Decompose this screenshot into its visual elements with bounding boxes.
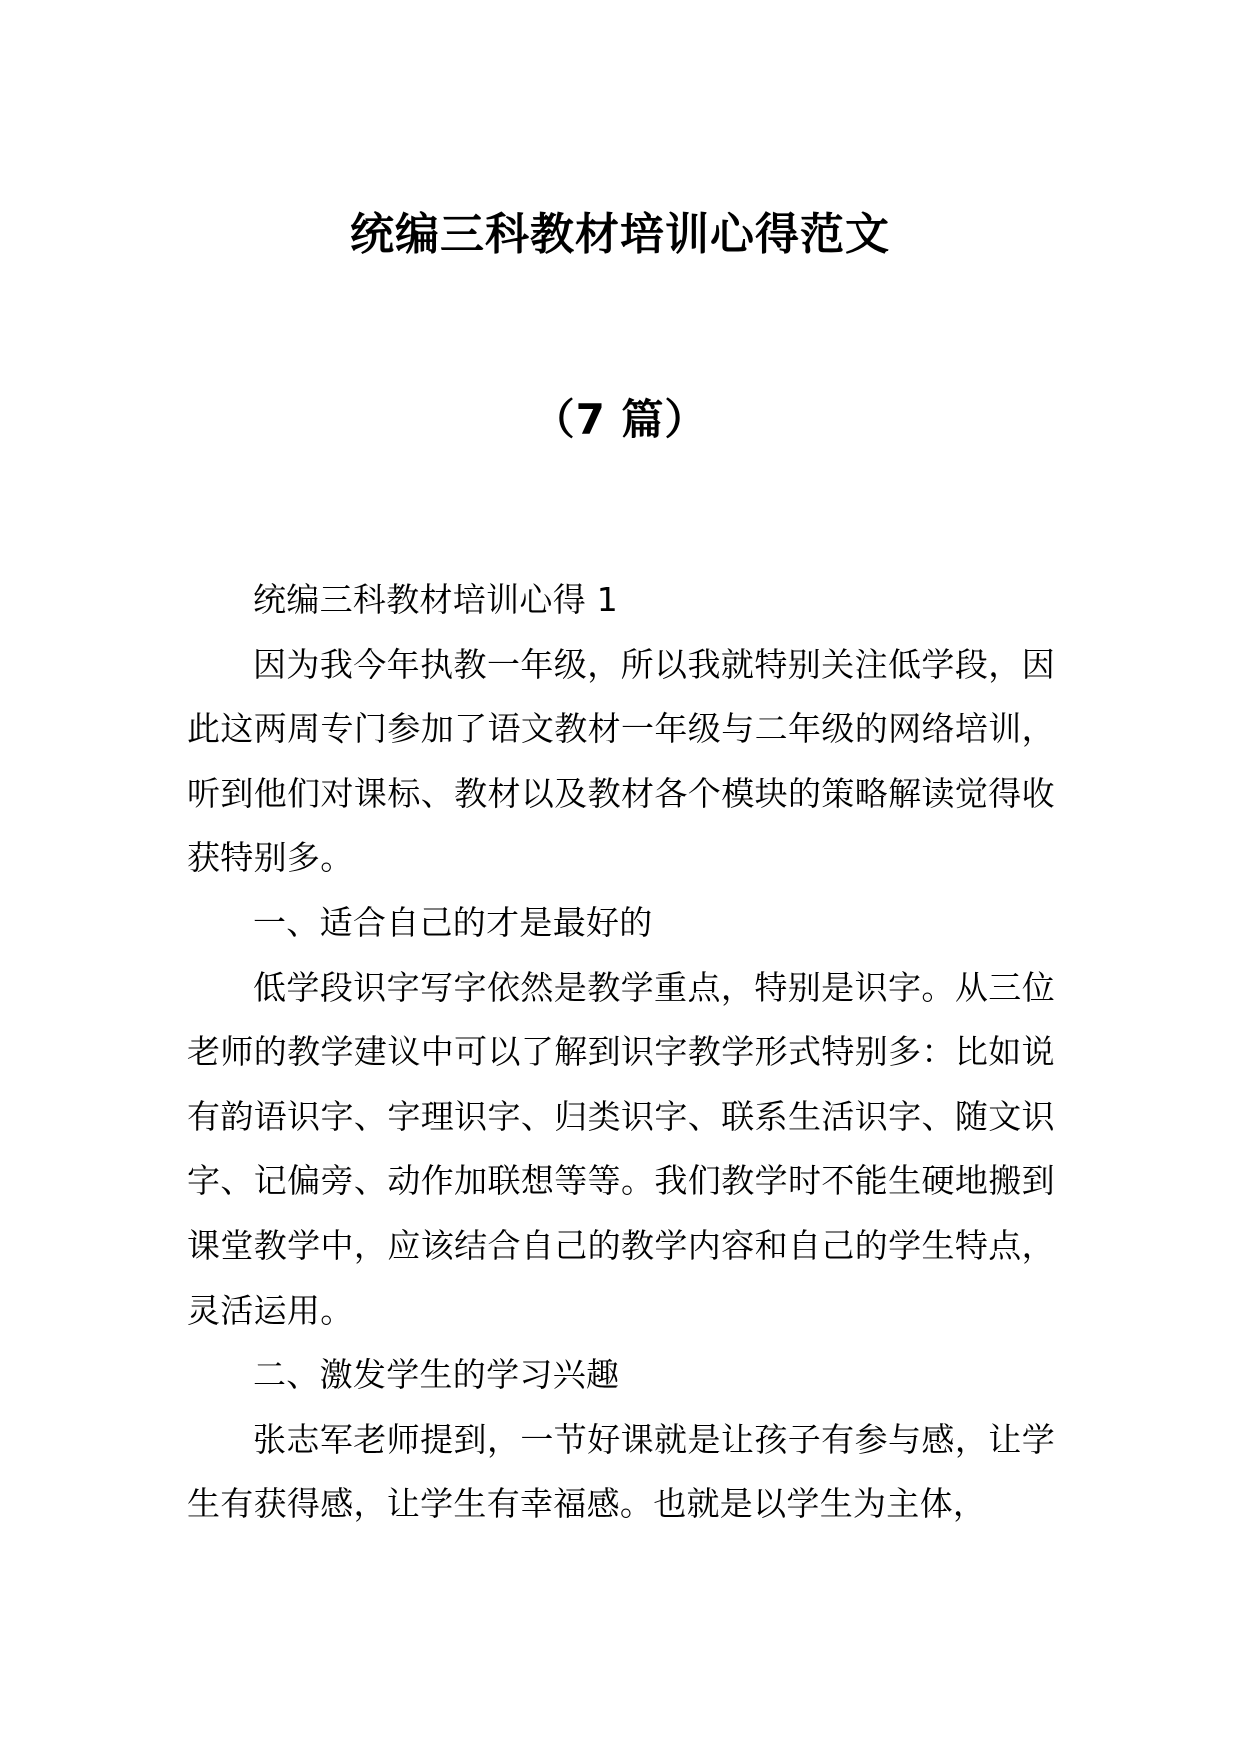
section-heading-3: 二、激发学生的学习兴趣 <box>253 1355 620 1395</box>
document-body <box>187 568 1055 1537</box>
document-title: 统编三科教材培训心得范文 <box>350 209 890 260</box>
document-subtitle: （7 篇） <box>532 395 708 444</box>
paragraph-2: 低学段识字写字依然是教学重点，特别是识字。从三位老师的教学建议中可以了解到识字教学形式特别多：比如说有韵语识字、字理识字、归类识字、联系生活识字、随文识字、记偏旁、动作加联想等等。我们教学时不能生硬地搬到课堂教学中，应该结合自己的教学内容和自己的学生特点，灵活运用。 <box>187 967 1055 1330</box>
paragraph-3: 张志军老师提到，一节好课就是让孩子有参与感，让学生有获得感，让学生有幸福感。也就是以学生为主体， <box>187 1419 1055 1524</box>
paragraph-1: 因为我今年执教一年级，所以我就特别关注低学段，因此这两周专门参加了语文教材一年级与二年级的网络培训，听到他们对课标、教材以及教材各个模块的策略解读觉得收获特别多。 <box>187 644 1055 878</box>
section-heading-2: 一、适合自己的才是最好的 <box>253 902 653 942</box>
section-heading-1: 统编三科教材培训心得 1 <box>253 580 619 619</box>
